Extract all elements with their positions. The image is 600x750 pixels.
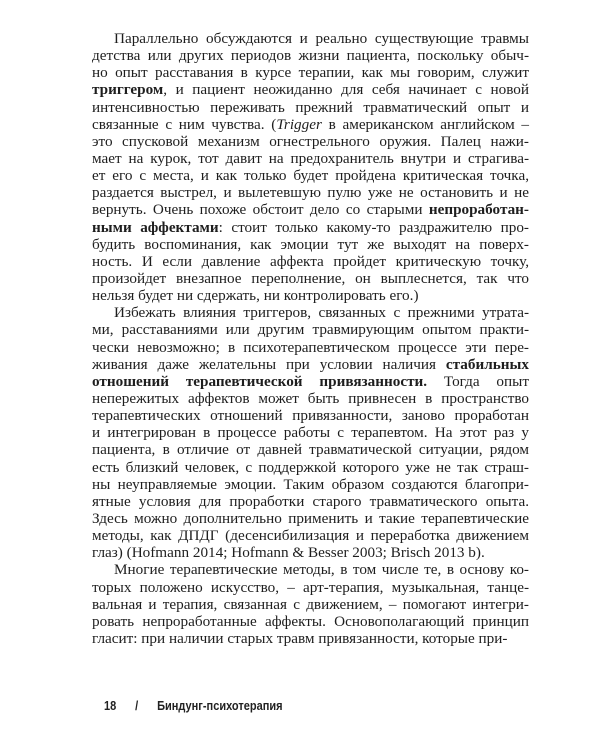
text-line (92, 167, 529, 184)
text-line (92, 544, 529, 561)
text-run: интенсивностью переживать прежний травматический опыт и (92, 98, 529, 116)
bold-term: непроработан- (428, 201, 529, 219)
text-run: непережитых аффектов может быть привнесен в пространство (92, 389, 529, 407)
text-run: мает на курок, тот давит на предохранитель внутри и страгива- (92, 149, 529, 167)
bold-term: отношений терапевтической привязанности. (92, 372, 428, 390)
text-run: раздается выстрел, и вылетевшую пулю уже не остановить и не (92, 184, 529, 202)
text-run: будить воспоминания, как эмоции тут же выходят на поверх- (92, 235, 529, 253)
text-run: ность. И если давление аффекта пройдет критическую точку, (92, 252, 529, 270)
text-run: ми, расставаниями или другим травмирующим опытом практи- (92, 321, 529, 339)
text-line (92, 201, 529, 218)
text-run: но опыт расставания в курсе терапии, как мы говорим, служит (92, 64, 529, 82)
text-run: чески невозможно; в психотерапевтическом процессе эти пере- (92, 338, 529, 356)
text-run: Многие терапевтические методы, в том числе те, в основу ко- (114, 561, 529, 579)
text-line (92, 476, 529, 493)
text-line (92, 493, 529, 510)
text-line (92, 64, 529, 81)
text-line (92, 596, 529, 613)
text-run: ятные условия для проработки старого травматического опыта. (92, 492, 529, 510)
text-line (92, 459, 529, 476)
text-line (92, 630, 529, 647)
text-line (92, 321, 529, 338)
text-run: Здесь можно дополнительно применить и такие терапевтические (92, 509, 529, 527)
footer-separator: / (135, 699, 139, 713)
text-line (92, 339, 529, 356)
text-run: это спусковой механизм огнестрельного оружия. Палец нажи- (92, 132, 529, 150)
text-line (92, 253, 529, 270)
text-line (92, 304, 529, 321)
text-run: методы, как ДПДГ (десенсибилизация и переработка движением (92, 527, 529, 545)
text-line (92, 99, 529, 116)
text-run: Тогда опыт (427, 372, 529, 390)
text-line (92, 579, 529, 596)
text-run: гласит: при наличии старых травм привязанности, которые при- (92, 629, 508, 647)
page-number: 18 (104, 699, 117, 713)
text-run: : стоит только какому-то раздражителю про- (218, 218, 529, 236)
text-line (92, 30, 529, 47)
text-run: глаз) (Hofmann 2014; Hofmann & Besser 2003; Brisch 2013 b). (92, 544, 485, 562)
text-line (92, 510, 529, 527)
text-line (92, 116, 529, 133)
text-line (92, 287, 529, 304)
text-line (92, 356, 529, 373)
text-run: Избежать влияния триггеров, связанных с прежними утрата- (114, 304, 529, 322)
text-run: и интегрирован в процессе работы с терапевтом. На этот раз у (92, 424, 529, 442)
bold-term: стабильных (445, 355, 529, 373)
text-line (92, 236, 529, 253)
text-run: детства или других периодов жизни пациента, поскольку обыч- (92, 47, 529, 65)
paragraph (92, 304, 529, 561)
text-line (92, 424, 529, 441)
text-line (92, 270, 529, 287)
text-line (92, 390, 529, 407)
text-line (92, 184, 529, 201)
text-line (92, 219, 529, 236)
body-text (92, 30, 529, 647)
text-run: вальная и терапия, связанная с движением, – помогают интегри- (92, 595, 529, 613)
text-run: есть близкий человек, с поддержкой которого уже не так страш- (92, 458, 529, 476)
text-run: ны неуправляемые эмоции. Таким образом создаются благопри- (92, 475, 529, 493)
text-line (92, 407, 529, 424)
text-line (92, 47, 529, 64)
paragraph (92, 30, 529, 304)
text-run: живания даже желательны при условии наличия (92, 355, 446, 373)
text-run: терапевтических отношений привязанности, заново проработан (92, 407, 529, 425)
bold-term: ными аффектами (92, 218, 219, 236)
text-run: , и пациент неожиданно для себя начинает с новой (163, 81, 529, 99)
text-line (92, 373, 529, 390)
text-line (92, 441, 529, 458)
text-run: Параллельно обсуждаются и реально существующие травмы (114, 30, 529, 47)
text-line (92, 81, 529, 98)
text-line (92, 561, 529, 578)
running-title: Биндунг-психотерапия (157, 699, 283, 713)
italic-term: Trigger (276, 115, 322, 133)
text-run: пациента, в отличие от давней травматической ситуации, рядом (92, 441, 529, 459)
text-run: связанные с ним чувства. ( (92, 115, 277, 133)
text-line (92, 133, 529, 150)
text-line (92, 527, 529, 544)
bold-term: триггером (92, 81, 164, 99)
text-line (92, 613, 529, 630)
page-footer (104, 699, 298, 713)
text-run: ет его с места, и как только будет пройдена критическая точка, (92, 167, 529, 185)
text-run: произойдет внезапное переполнение, он выплеснется, так что (92, 269, 529, 287)
text-run: ровать непроработанные аффекты. Основополагающий принцип (92, 612, 529, 630)
text-run: вернуть. Очень похоже обстоит дело со старыми (92, 201, 429, 219)
text-run: торых положено искусство, – арт-терапия, музыкальная, танце- (92, 578, 529, 596)
text-run: нельзя будет ни сдержать, ни контролировать его.) (92, 287, 419, 305)
paragraph (92, 561, 529, 647)
text-run: в американском английском – (321, 115, 529, 133)
text-line (92, 150, 529, 167)
